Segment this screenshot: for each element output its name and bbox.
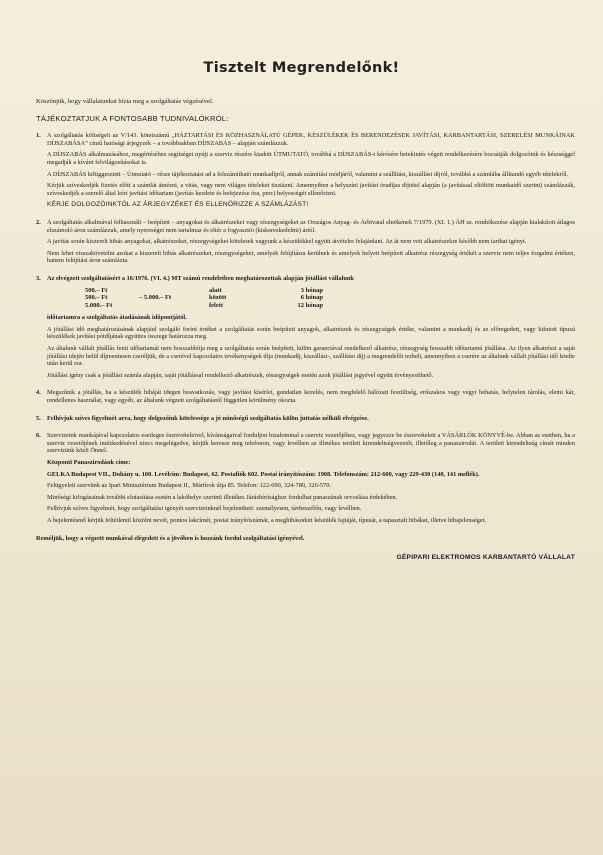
paragraph: Nem lehet visszakövetelni azokat a kiszerelt hibás alkatrészeket, részegységeket, amelyek felújításra kerülnek és amelyek helyett beépített alkatrész részegység értékét a szerviz nem teljes forgalmi értéken, hanem felújítási áron számlázta. <box>47 249 575 265</box>
warranty-table <box>85 287 575 310</box>
section-3 <box>36 275 575 384</box>
document-body <box>36 98 575 562</box>
paragraph: A javítás során kiszerelt hibás anyagokat, alkatrészeket, részegységeket kötelesek vagyunk a készülékkel együtt átvételre felajánlani. Az át nem vett alkatrészekre később nem tarthat igényt. <box>47 238 527 246</box>
paragraph: A DÍJSZABÁS alkalmazásához, megértéséhez segítséget nyújt a szerviz részére kiadott ÚTMUTATÓ, továbbá a DÍJSZABÁS-t kérésére betekintés végett rendelkezésére bocsátják dolgozóink és készséggel megadják a kívánt felvilágosításokat is. <box>47 151 575 166</box>
paragraph: Kérjük szíveskedjék fizetés előtt a számlát átnézni, a vitás, vagy nem világos tételeket tisztázni. Amennyiben a helyszíni javítást óradíjas díjtétel alapján (a javítással eltöltött munkaidő szerint) számlázzák, szíveskedjék a szerelő által leírt javítási időtartam (javítás kezdete és befejezése óra, perc) helyességét ellenőrizni. <box>47 182 575 197</box>
paragraph: Szervizeink munkájával kapcsolatos esetleges észrevételeivel, kívánságaival forduljon bizalommal a szerviz vezetőjéhez, vagy jegyezze be észrevételeit a VÁSÁRLÓK KÖNYVÉ-be. Abban az esetben, ha a szerviz vezetőjének intézkedésével nincs megelégedve, kérjük keresse meg telefonon, vagy levélben az illetékes területi kirendeltségvezetőt, illetőleg a panaszirodát. A területi kirendeltség címét minden szervizünk közli Önnel. <box>47 432 575 455</box>
paragraph: Az általunk vállalt jótállás fenti időtartamát nem hosszabbítja meg a szolgáltatás során beépített, külön garanciával rendelkező alkatrész, részegység hosszabb időtartamú jótállása. Az ilyen alkatrészt a saját jótállási idején belül díjmentesen cseréljük, de a cserével kapcsolatos tevékenységek díja (munkadíj, kiszállási-, szállítási díj) a megrendelőt terheli, amennyiben a cserére az általunk vállalt jótállási idő letelte után kerül sor. <box>47 345 575 368</box>
paragraph: Felhívjuk szíves figyelmét arra, hogy dolgozóink kötelessége a jó minőségű szolgáltatás külön juttatás nélküli elvégzése. <box>47 414 369 422</box>
document-title: Tisztelt Megrendelőnk! <box>203 60 400 76</box>
paragraph: Minőségi kifogásainak további elutasítása esetén a lakóhelye szerinti illetékes Járásbírósághoz fordulhat panaszának orvoslása érdekében. <box>47 493 398 501</box>
paragraph: Megszűnik a jótállás, ha a készülék hibáját idegen beavatkozás, vagy javítási kísérlet, gondatlan kezelés, nem megfelelő hálózati feszültség, erőszakos vagy vegyi behatás, helytelen tárolás, elemi kár, rendellenes használat, vagy egyéb, az általunk végzett szolgáltatástól független körülmény okozta. <box>47 389 575 405</box>
section-number: 3. <box>36 274 41 282</box>
warranty-row: 500.– Ft alatt 3 hónap <box>85 286 323 294</box>
closing-text: Reméljük, hogy a végzett munkával elégedett és a jövőben is hozzánk fordul szolgáltatási igényével. <box>36 534 305 542</box>
section-number: 5. <box>36 414 41 422</box>
info-heading: TÁJÉKOZTATJUK A FONTOSABB TUDNIVALÓKRÓL: <box>36 113 229 123</box>
paragraph: Felhívjuk szíves figyelmét, hogy szolgáltatási igényét szervizeinknél bejelentheti: személyesen, távbeszélőn, vagy levélben. <box>47 505 362 513</box>
intro-text: Köszönjük, hogy vállalatunkat bízta meg a szolgáltatás végzésével. <box>36 98 214 105</box>
paragraph: A DÍJSZABÁS kifüggesztett – Útmutató – része tájékoztatást ad a felszámítható munkadíjról, annak számítási módjáról, valamint a szállítási, kiszállási díjról, továbbá a számlába állítandó egyéb tételekről. <box>47 170 569 178</box>
section-6 <box>36 432 575 528</box>
section-5 <box>36 415 575 427</box>
address-paragraph: GELKA Budapest VII., Dohány u. 100. Levélcím: Budapest, 62. Postafiók 602. Postai irányítószám: 1908. Telefonszám: 212-600, vagy 229-430 (140, 141 mellék). <box>47 470 480 478</box>
section-number: 6. <box>36 432 41 440</box>
paragraph: A szolgáltatás alkalmával felhasznált – beépített – anyagokat és alkatrészeket vagy részegységeket az Országos Anyag- és Árhivatal elnökének 7/1979. (XI. 1.) ÁH sz. rendelkezése alapján kialakított átlagos elszámoló áron számlázzuk, amely nyereséget nem tartalmaz és eltér a fogyasztói (kiskereskedelmi) ártól. <box>47 218 575 234</box>
warranty-row: 5.000.– Ft felett 12 hónap <box>85 301 323 309</box>
warranty-row: 500.– Ft – 5.000.– Ft között 6 hónap <box>85 294 323 302</box>
section-4 <box>36 389 575 408</box>
emphasis-paragraph: KÉRJE DOLGOZÓINKTÓL AZ ÁRJEGYZÉKET ÉS ELLENŐRIZZE A SZÁMLÁZÁST! <box>47 201 309 209</box>
section-number: 4. <box>36 389 41 397</box>
paragraph: Jótállási igény csak a jótállási számla alapján, saját jótállással rendelkező alkatrészek, részegységek esetén azok jótállási jegyével együtt érvényesíthető. <box>47 371 434 379</box>
section-number: 1. <box>36 132 41 140</box>
paragraph: A bejelentésnél kérjük feltétlenül közölni nevét, pontos lakcímét, postai irányítószámát, a meghibásodott készülék fajtáját, típusát, a tapasztalt hibákat, illetve hibajelenséget. <box>47 516 486 524</box>
section-1 <box>36 132 575 213</box>
section-2 <box>36 219 575 269</box>
paragraph: A jótállási idő meghatározásának alapjául szolgáló forint értéket a szolgáltatás során beépített anyagok, alkatrészek és részegységek értéke, valamint a munkadíj és az előregedett, vagy kifutott típusú készülékek javítási pótdíjának együttes összege határozza meg. <box>47 325 575 341</box>
section-number: 2. <box>36 218 41 226</box>
paragraph: Felügyeleti szervünk az Ipari Minisztérium Budapest II., Mártírok útja 85. Telefon: 122-690, 324-780, 326-570. <box>47 482 331 490</box>
paragraph: Az elvégzett szolgáltatásért a 16/1976. (VI. 4.) MT számú rendeletben meghatározottak alapján jótállást vállalunk <box>47 274 354 282</box>
paragraph: időtartamra a szolgáltatás átadásának időpontjától. <box>47 314 187 322</box>
company-name: GÉPIPARI ELEKTROMOS KARBANTARTÓ VÁLLALAT <box>396 554 575 562</box>
paragraph: Központi Panaszirodánk címe: <box>47 459 131 466</box>
paragraph: A szolgáltatás költségeit az V/143. kötetszámú „HÁZTARTÁSI ÉS KÖZHASZNÁLATÚ GÉPEK, KÉSZÜLÉKEK ÉS BERENDEZÉSEK JAVÍTÁSI, KARBANTARTÁSI, SZERELÉSI MUNKÁINAK DÍJSZABÁSA” című hatósági árjegyzék – a továbbiakban DÍJSZABÁS – alapján számlázzuk. <box>47 132 575 147</box>
